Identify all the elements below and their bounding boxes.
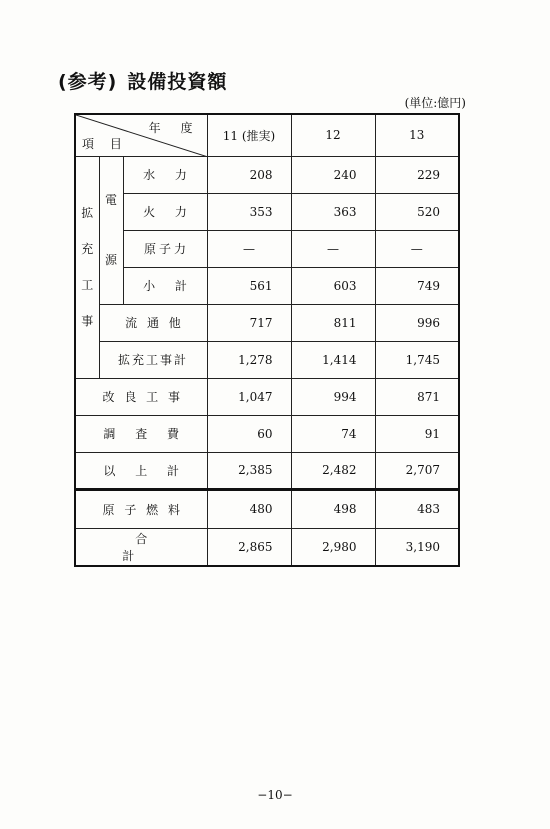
table-row [75,490,459,528]
table-cell: 811 [291,304,375,341]
table-cell: 2,707 [375,452,459,489]
table-cell: 483 [375,490,459,528]
table-row [75,528,459,566]
table-cell: 498 [291,490,375,528]
table-cell: 603 [291,267,375,304]
unit-label: (単位:億円) [404,96,466,110]
table-cell: 1,414 [291,341,375,378]
table-cell: 1,047 [207,378,291,415]
table-cell: 208 [207,156,291,193]
table-row [75,193,459,230]
table-cell: 3,190 [375,528,459,566]
fuel-table [74,489,460,567]
table-cell: 363 [291,193,375,230]
table-row [75,415,459,452]
table-cell: 480 [207,490,291,528]
table-cell: — [207,230,291,267]
row-label: 拡充工事計 [99,341,207,378]
heading-prefix: (参考) [58,71,118,93]
row-label: 改 良 工 事 [75,378,207,415]
table-cell: 994 [291,378,375,415]
page-number: −10− [257,788,293,802]
table-cell: 717 [207,304,291,341]
row-label: 水 力 [123,156,207,193]
row-label: 合 計 [75,528,207,566]
table-cell: 2,385 [207,452,291,489]
table-cell: 74 [291,415,375,452]
row-label: 原子力 [123,230,207,267]
row-label: 小 計 [123,267,207,304]
table-row [75,304,459,341]
investment-table [74,113,460,490]
header-corner-cell [75,114,207,156]
table-row [75,341,459,378]
table-row [75,156,459,193]
row-label: 以 上 計 [75,452,207,489]
table-cell: 2,865 [207,528,291,566]
page-heading [58,67,227,94]
column-header: 11 (推実) [207,114,291,156]
table-cell: 1,278 [207,341,291,378]
group-label-kakuju: 拡 充 工 事 [75,156,99,378]
table-cell: 520 [375,193,459,230]
heading-title: 設備投資額 [127,71,228,93]
table-cell: 229 [375,156,459,193]
table-cell: 2,980 [291,528,375,566]
table-row [75,230,459,267]
table-row [75,452,459,489]
table-cell: — [291,230,375,267]
table-cell: 561 [207,267,291,304]
table-cell: — [375,230,459,267]
table-row [75,378,459,415]
header-row [75,114,459,156]
table-cell: 1,745 [375,341,459,378]
table-cell: 240 [291,156,375,193]
group-label-dengen: 電 源 [99,156,123,304]
table-cell: 91 [375,415,459,452]
table-cell: 996 [375,304,459,341]
column-header: 13 [375,114,459,156]
table-cell: 60 [207,415,291,452]
table-cell: 749 [375,267,459,304]
table-cell: 2,482 [291,452,375,489]
column-header: 12 [291,114,375,156]
table-row [75,267,459,304]
header-item-label: 項 目 [82,136,128,151]
row-label: 原 子 燃 料 [75,490,207,528]
row-label: 流 通 他 [99,304,207,341]
row-label: 火 力 [123,193,207,230]
row-label: 調 査 費 [75,415,207,452]
table-cell: 353 [207,193,291,230]
header-year-label: 年 度 [148,121,201,135]
table-cell: 871 [375,378,459,415]
